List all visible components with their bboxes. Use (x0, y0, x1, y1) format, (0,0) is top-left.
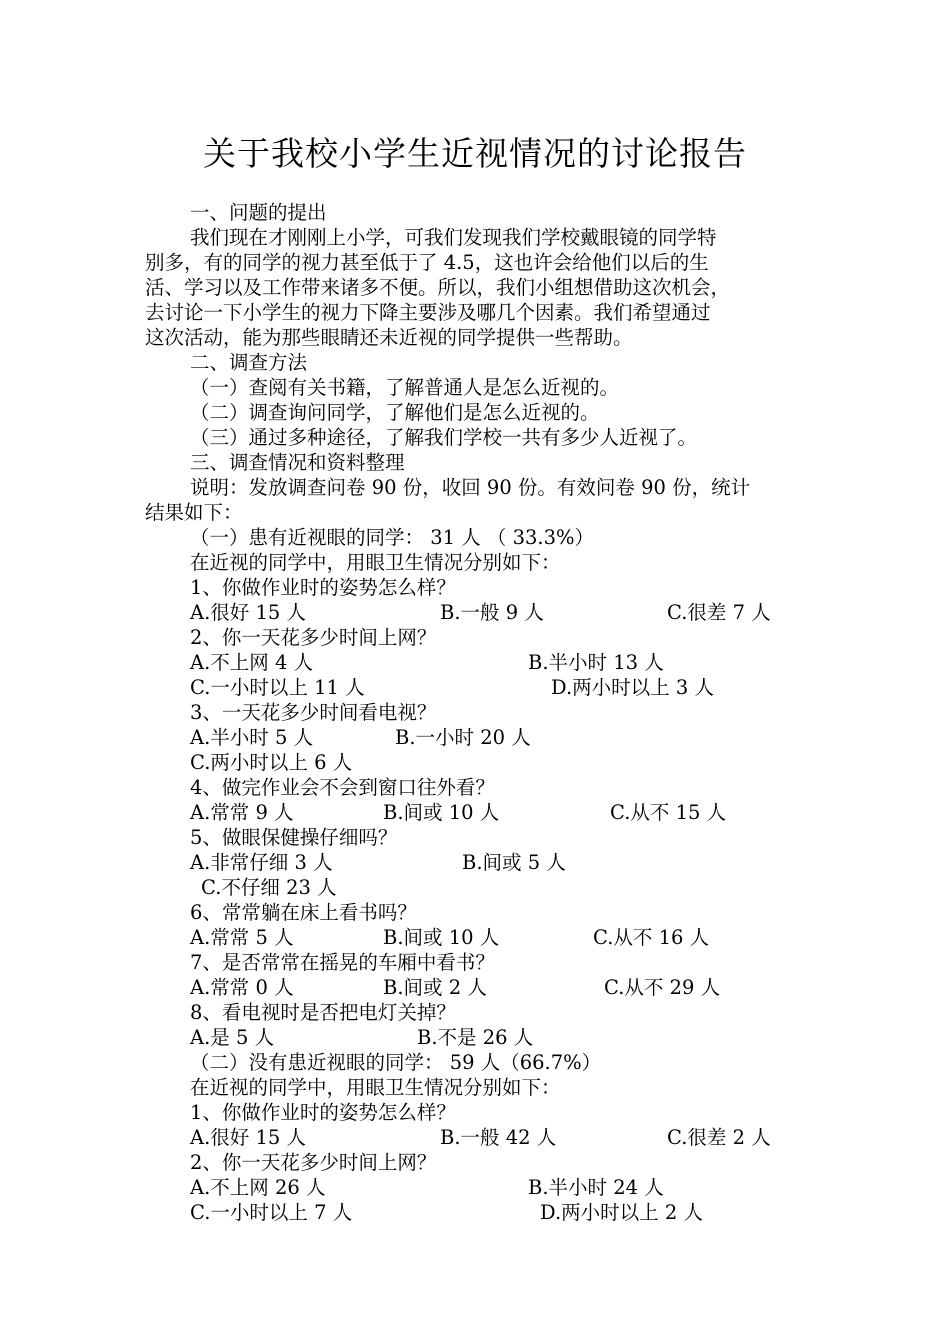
question: 4、做完作业会不会到窗口往外看？ (190, 776, 495, 799)
answer-option: C.从不 29 人 (604, 976, 721, 999)
answer-option: A.常常 0 人 (190, 976, 294, 999)
answer-option: C.一小时以上 7 人 (190, 1201, 353, 1224)
group-heading-myopic: （一）患有近视眼的同学： 31 人 （ 33.3%） (190, 526, 595, 549)
answer-option: A.半小时 5 人 (190, 726, 314, 749)
answer-option: A.常常 5 人 (190, 926, 294, 949)
section-heading-problem: 一、问题的提出 (190, 201, 327, 224)
group-intro: 在近视的同学中，用眼卫生情况分别如下： (190, 551, 561, 574)
section-heading-method: 二、调查方法 (190, 351, 308, 374)
group-heading-non-myopic: （二）没有患近视眼的同学： 59 人（66.7%） (190, 1051, 602, 1074)
survey-note: 说明：发放调查问卷 90 份，收回 90 份。有效问卷 90 份，统计 (190, 476, 751, 499)
answer-option: B.一般 42 人 (440, 1126, 557, 1149)
group-intro: 在近视的同学中，用眼卫生情况分别如下： (190, 1076, 561, 1099)
question: 6、常常躺在床上看书吗？ (190, 901, 417, 924)
paragraph-line: 去讨论一下小学生的视力下降主要涉及哪几个因素。我们希望通过 (145, 301, 711, 324)
answer-option: D.两小时以上 3 人 (551, 676, 714, 699)
answer-option: C.从不 16 人 (593, 926, 710, 949)
answer-option: B.间或 5 人 (462, 851, 566, 874)
question: 3、一天花多少时间看电视？ (190, 701, 437, 724)
paragraph-line: 这次活动，能为那些眼睛还未近视的同学提供一些帮助。 (145, 326, 633, 349)
method-item: （二）调查询问同学，了解他们是怎么近视的。 (190, 401, 600, 424)
question: 1、你做作业时的姿势怎么样？ (190, 1101, 456, 1124)
paragraph-line: 我们现在才刚刚上小学，可我们发现我们学校戴眼镜的同学特 (190, 226, 717, 249)
answer-option: B.一小时 20 人 (395, 726, 531, 749)
answer-option: C.很差 2 人 (667, 1126, 771, 1149)
answer-option: B.间或 10 人 (383, 801, 500, 824)
question: 1、你做作业时的姿势怎么样？ (190, 576, 456, 599)
question: 2、你一天花多少时间上网？ (190, 1151, 437, 1174)
answer-option: B.间或 10 人 (383, 926, 500, 949)
answer-option: B.不是 26 人 (417, 1026, 534, 1049)
answer-option: A.很好 15 人 (190, 601, 306, 624)
answer-option: B.半小时 24 人 (528, 1176, 664, 1199)
section-heading-survey: 三、调查情况和资料整理 (190, 451, 405, 474)
answer-option: D.两小时以上 2 人 (540, 1201, 703, 1224)
answer-option: C.很差 7 人 (667, 601, 771, 624)
answer-option: C.一小时以上 11 人 (190, 676, 365, 699)
question: 7、是否常常在摇晃的车厢中看书？ (190, 951, 495, 974)
answer-option: A.常常 9 人 (190, 801, 294, 824)
document-title: 关于我校小学生近视情况的讨论报告 (203, 134, 747, 173)
answer-option: C.两小时以上 6 人 (190, 751, 353, 774)
paragraph-line: 活、学习以及工作带来诸多不便。所以，我们小组想借助这次机会， (145, 276, 731, 299)
answer-option: B.半小时 13 人 (528, 651, 664, 674)
answer-option: B.间或 2 人 (383, 976, 487, 999)
answer-option: C.不仔细 23 人 (201, 876, 337, 899)
paragraph-line: 别多，有的同学的视力甚至低于了 4.5，这也许会给他们以后的生 (145, 251, 709, 274)
answer-option: C.从不 15 人 (610, 801, 727, 824)
answer-option: A.是 5 人 (190, 1026, 275, 1049)
answer-option: A.很好 15 人 (190, 1126, 306, 1149)
answer-option: A.不上网 4 人 (190, 651, 314, 674)
question: 2、你一天花多少时间上网？ (190, 626, 437, 649)
answer-option: A.不上网 26 人 (190, 1176, 326, 1199)
method-item: （一）查阅有关书籍，了解普通人是怎么近视的。 (190, 376, 620, 399)
answer-option: B.一般 9 人 (440, 601, 544, 624)
question: 8、看电视时是否把电灯关掉？ (190, 1001, 456, 1024)
survey-note: 结果如下： (145, 501, 243, 524)
answer-option: A.非常仔细 3 人 (190, 851, 333, 874)
question: 5、做眼保健操仔细吗？ (190, 826, 398, 849)
method-item: （三）通过多种途径，了解我们学校一共有多少人近视了。 (190, 426, 698, 449)
